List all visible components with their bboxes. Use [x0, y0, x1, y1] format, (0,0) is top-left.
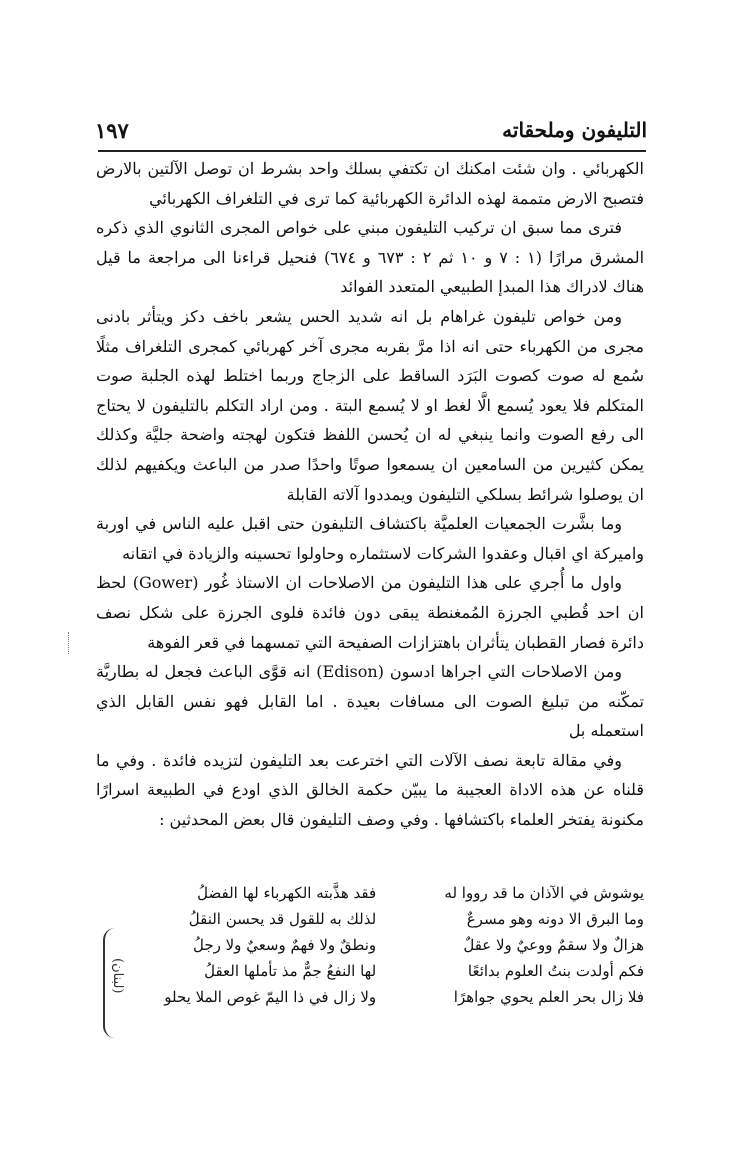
hemistich-second: لها النفعُ جمٌّ مذ تأملها العقلُ [204, 962, 377, 980]
paragraph: وفي مقالة تابعة نصف الآلات التي اخترعت بعد التليفون لتزيده فائدة . وفي ما قلناه عن هذه الاداة العجيبة ما يبيّن حكمة الخالق الذي اودع في الطبيعة اسرارًا مكنونة يفتخر العلماء باكتشافها . وفي وصف التليفون قال بعض المحدثين : [96, 750, 645, 830]
hemistich-second: لذلك به للقول قد يحسن النقلُ [188, 910, 377, 928]
page-number: ١٩٧ [95, 117, 129, 143]
handwritten-side-note: (لبنان) [110, 958, 125, 994]
poem-line [148, 984, 644, 1010]
paragraph: ومن خواص تليفون غراهام بل انه شديد الحس يشعر باخف دكز ويتأثر بادنى مجرى من الكهرباء حتى انه اذا مرَّ بقربه مجرى آخر كهربائي كمجرى التلغراف مثلًا سُمع له صوت كصوت البَرَد الساقط على الزجاج وربما اختلط لهذه الجلبة صوت المتكلم فلا يعود يُسمع الَّا لغط او لا يُسمع البتة . ومن اراد التكلم بالتليفون لا يحتاج الى رفع الصوت وانما ينبغي له ان يُحسن اللفظ فتكون لهجته واضحة جليَّة وكذلك يمكن كثيرين من السامعين ان يسمعوا صوتًا واحدًا صدر من الباعث ويكفيهم لذلك ان يوصلوا شرائط بسلكي التليفون ويمددوا آلاته القابلة [96, 306, 644, 504]
poem-line [148, 880, 644, 906]
paragraph: وما بشَّرت الجمعيات العلميَّة باكتشاف التليفون حتى اقبل عليه الناس في اوربة واميركة اي اقبال وعقدوا الشركات لاستثماره وحاولوا تحسينه والزيادة في اتقانه [96, 514, 644, 563]
header-rule [98, 150, 646, 152]
hemistich-first: فكم أولدت بنتُ العلوم بدائعًا [467, 962, 644, 980]
paragraph: الكهربائي . وان شئت امكنك ان تكتفي بسلك واحد بشرط ان توصل الآلتين بالارض فتصبح الارض متممة لهذه الدائرة الكهربائية كما ترى في التلغراف الكهربائي [96, 159, 644, 208]
poem-line [148, 958, 644, 984]
hemistich-first: يوشوش في الآذان ما قد رووا له [444, 884, 644, 902]
hemistich-second: ولا زال في ذا اليمّ غوص الملا يحلو [164, 988, 377, 1006]
hemistich-first: وما البرق الا دونه وهو مسرعٌ [466, 910, 644, 928]
hemistich-first: فلا زال بحر العلم يحوي جواهرًا [453, 988, 644, 1006]
hemistich-first: هزالٌ ولا سقمٌ ووعيٌ ولا عقلٌ [463, 936, 644, 954]
hemistich-second: ونطقٌ ولا فهمٌ وسعيٌ ولا رجلُ [192, 936, 377, 954]
page-header [95, 112, 647, 148]
poem [148, 880, 644, 1010]
paragraph: ومن الاصلاحات التي اجراها ادسون (Edison) انه قوَّى الباعث فجعل له بطاريَّة تمكّنه من تبليغ الصوت الى مسافات بعيدة . اما القابل فهو نفس القابل الذي استعمله بل [96, 662, 644, 741]
body-text [96, 154, 644, 835]
hemistich-second: فقد هذَّبته الكهرباء لها الفضلُ [197, 884, 377, 902]
margin-mark [68, 632, 81, 654]
poem-line [148, 932, 644, 958]
paragraph: فترى مما سبق ان تركيب التليفون مبني على خواص المجرى الثانوي الذي ذكره المشرق مرارًا (١ : ٧ و ١٠ ثم ٢ : ٦٧٣ و ٦٧٤) فنحيل قراءنا الى مراجعة ما قيل هناك لادراك هذا المبدإ الطبيعي المتعدد الفوائد [96, 218, 645, 297]
paragraph: واول ما أُجري على هذا التليفون من الاصلاحات ان الاستاذ غُور (Gower) لحظ ان احد قُطبي الجرزة المُمغنطة يبقى دون فائدة فلوى الجرزة على شكل نصف دائرة فصار القطبان يتأثران باهتزازات الصفيحة التي تمسهما في قعر الفوهة [96, 573, 644, 652]
running-title: التليفون وملحقاته [502, 118, 647, 142]
poem-line [148, 906, 644, 932]
